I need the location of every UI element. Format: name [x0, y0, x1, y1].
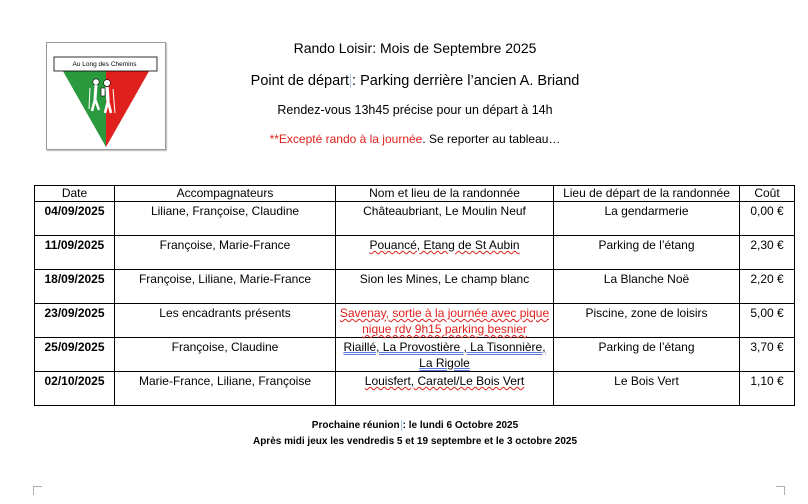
rendezvous-line: Rendez-vous 13h45 précise pour un départ à 14h	[277, 103, 553, 117]
table-row	[35, 372, 795, 406]
cell-cost: 2,20 €	[740, 270, 795, 304]
cell-guides: Liliane, Françoise, Claudine	[115, 202, 336, 236]
note-black: . Se reporter au tableau…	[422, 132, 561, 146]
cell-hike: Sion les Mines, Le champ blanc	[336, 270, 554, 304]
table-row	[35, 202, 795, 236]
cell-cost: 2,30 €	[740, 236, 795, 270]
table-row	[35, 338, 795, 372]
cell-start: Parking de l’étang	[554, 236, 740, 270]
cell-hike	[336, 338, 554, 372]
logo-text: Au Long des Chemins	[72, 61, 137, 68]
table-row	[35, 270, 795, 304]
text-cursor	[401, 420, 402, 431]
cell-date: 25/09/2025	[35, 338, 115, 372]
cell-cost: 5,00 €	[740, 304, 795, 338]
cell-hike	[336, 372, 554, 406]
cell-guides: Françoise, Liliane, Marie-France	[115, 270, 336, 304]
col-start: Lieu de départ de la randonnée	[554, 186, 740, 202]
cell-guides: Françoise, Claudine	[115, 338, 336, 372]
table-header-row	[35, 186, 795, 202]
cell-hike-text: Savenay, sortie à la journée avec pique nique rdv 9h15 parking besnier	[339, 306, 550, 336]
cell-start: Parking de l’étang	[554, 338, 740, 372]
cell-start: Le Bois Vert	[554, 372, 740, 406]
next-meeting-label: Prochaine réunion	[311, 420, 400, 432]
club-logo	[46, 42, 166, 150]
cell-start: La gendarmerie	[554, 202, 740, 236]
cell-cost: 1,10 €	[740, 372, 795, 406]
cell-start: Piscine, zone de loisirs	[554, 304, 740, 338]
schedule-table	[34, 185, 795, 406]
cell-start: La Blanche Noë	[554, 270, 740, 304]
text-cursor	[350, 74, 351, 88]
cell-cost: 0,00 €	[740, 202, 795, 236]
cell-hike-text: Louisfert, Caratel/Le Bois Vert	[364, 374, 525, 388]
next-meeting-date: : le lundi 6 Octobre 2025	[402, 420, 519, 432]
table-row	[35, 304, 795, 338]
cell-cost: 3,70 €	[740, 338, 795, 372]
page-title: Rando Loisir: Mois de Septembre 2025	[293, 40, 537, 56]
col-date: Date	[35, 186, 115, 202]
note-line	[230, 132, 600, 146]
cell-hike-text: Pouancé, Etang de St Aubin	[369, 238, 520, 252]
page-corner-mark	[776, 486, 785, 495]
table-row	[35, 236, 795, 270]
cell-date: 02/10/2025	[35, 372, 115, 406]
col-guides: Accompagnateurs	[115, 186, 336, 202]
next-meeting	[150, 420, 680, 431]
cell-hike	[336, 236, 554, 270]
page-corner-mark	[33, 486, 42, 495]
cell-guides: Marie-France, Liliane, Françoise	[115, 372, 336, 406]
cell-date: 23/09/2025	[35, 304, 115, 338]
cell-date: 18/09/2025	[35, 270, 115, 304]
cell-hike: Châteaubriant, Le Moulin Neuf	[336, 202, 554, 236]
cell-date: 04/09/2025	[35, 202, 115, 236]
departure-place: : Parking derrière l’ancien A. Briand	[352, 73, 580, 89]
col-hike: Nom et lieu de la randonnée	[336, 186, 554, 202]
cell-guides: Françoise, Marie-France	[115, 236, 336, 270]
games-afternoon: Après midi jeux les vendredis 5 et 19 septembre et le 3 octobre 2025	[252, 436, 578, 447]
cell-date: 11/09/2025	[35, 236, 115, 270]
departure-line	[230, 73, 600, 89]
cell-guides: Les encadrants présents	[115, 304, 336, 338]
cell-hike	[336, 304, 554, 338]
note-red: **Excepté rando à la journée	[269, 132, 423, 146]
col-cost: Coût	[740, 186, 795, 202]
cell-hike-text: Riaillé, La Provostière , La Tisonnière, La Rigole	[343, 340, 546, 370]
departure-label: Point de départ	[250, 73, 350, 89]
